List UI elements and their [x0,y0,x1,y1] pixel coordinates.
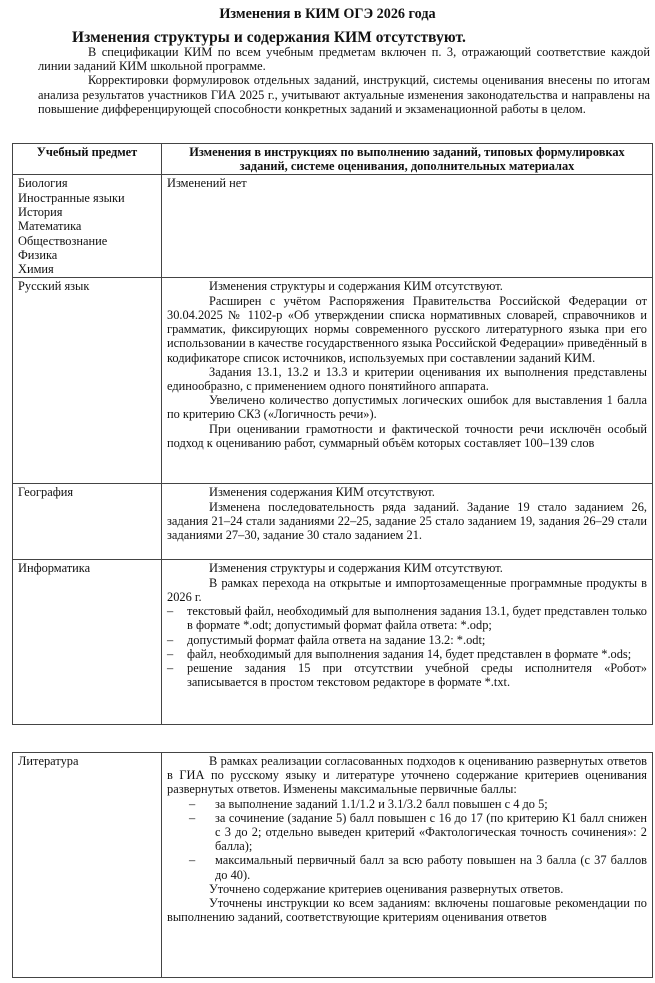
header-changes: Изменения в инструкциях по выполнению заданий, типовых формулировках заданий, системе оценивания, дополнительных материалах [162,144,653,175]
subject-name: История [18,205,63,219]
subject-cell [13,278,162,484]
list-item [167,647,647,661]
intro-paragraph: Корректировки формулировок отдельных заданий, инструкций, системы оценивания внесены по итогам анализа результатов участников ГИА 2025 г., учитывают актуальные изменения законодательства и направлены на повышение дифференцирующей способности конкретных заданий и экзаменационной работы в целом. [38,73,650,116]
changes-paragraph: Увеличено количество допустимых логических ошибок для выставления 1 балла по критерию СК3 («Логичность речи»). [167,393,647,422]
table-header-row [13,144,653,175]
document-subtitle: Изменения структуры и содержания КИМ отсутствуют. [72,29,466,46]
changes-table [12,143,653,725]
changes-cell [162,560,653,725]
list-item [167,811,647,854]
changes-cell [162,175,653,278]
changes-cell [162,484,653,560]
table-row [13,175,653,278]
changes-list [167,797,647,882]
dash-bullet-icon: – [189,853,196,868]
list-item [167,853,647,881]
changes-paragraph: Задания 13.1, 13.2 и 13.3 и критерии оценивания их выполнения представлены единообразно, с применением одного понятийного аппарата. [167,364,647,393]
changes-paragraph: Изменения содержания КИМ отсутствуют. [209,485,435,500]
subject-cell [13,753,162,978]
subject-cell [13,484,162,560]
list-item-text: за сочинение (задание 5) балл повышен с 16 до 17 (по критерию К1 балл снижен с 3 до 2; отдельно выведен критерий «Фактологическая точность сочинения»: 2 балла); [215,810,647,854]
changes-paragraph: Уточнены инструкции ко всем заданиям: включены пошаговые рекомендации по выполнению заданий, соответствующие критериям оценивания ответов [167,896,647,925]
changes-paragraph: Изменения структуры и содержания КИМ отсутствуют. [209,561,503,576]
changes-cell [162,278,653,484]
dash-bullet-icon: – [167,632,174,647]
changes-paragraph: Изменения структуры и содержания КИМ отсутствуют. [209,279,503,294]
list-item-text: допустимый формат файла ответа на задание 13.2: *.odt; [187,632,486,647]
list-item [167,604,647,632]
subject-name: Физика [18,247,58,262]
dash-bullet-icon: – [167,646,174,661]
subject-name: Русский язык [18,279,90,294]
subject-name: Биология [18,176,68,191]
changes-paragraph: Уточнено содержание критериев оценивания развернутых ответов. [209,881,564,896]
intro-section [38,45,650,116]
changes-paragraph: Изменена последовательность ряда заданий. Задание 19 стало заданием 26, задания 21–24 стали заданиями 22–25, задание 25 стало заданием 19, задания 26–29 стали заданиями 27–30, задание 30 стало заданием 21. [167,499,647,543]
list-item-text: за выполнение заданий 1.1/1.2 и 3.1/3.2 балл повышен с 4 до 5; [215,796,548,811]
changes-paragraph: При оценивании грамотности и фактической точности речи исключён особый подход к оцениванию работ, суммарный объём которых составляет 100–139 слов [167,421,647,450]
list-item-text: текстовый файл, необходимый для выполнения задания 13.1, будет представлен только в формате *.odt; допустимый формат файла ответа: *.odp; [187,604,647,633]
subject-name: Информатика [18,561,91,576]
changes-paragraph: В рамках перехода на открытые и импортозамещенные программные продукты в 2026 г. [167,575,647,604]
dash-bullet-icon: – [167,604,174,619]
dash-bullet-icon: – [189,796,196,811]
table-row [13,278,653,484]
changes-list [167,604,647,689]
intro-paragraph: В спецификации КИМ по всем учебным предметам включен п. 3, отражающий соответствие каждой линии заданий КИМ школьной программе. [38,45,650,74]
list-item [167,661,647,689]
changes-table-continued [12,752,653,978]
document-title: Изменения в КИМ ОГЭ 2026 года [219,6,436,22]
subject-name: Химия [18,262,54,277]
subject-name: Иностранные языки [18,190,125,205]
table-row [13,560,653,725]
dash-bullet-icon: – [189,810,196,825]
list-item [167,797,647,811]
list-item-text: файл, необходимый для выполнения задания 14, будет представлен в формате *.ods; [187,646,632,661]
changes-paragraph: В рамках реализации согласованных подходов к оцениванию развернутых ответов в ГИА по русскому языку и литературе уточнено содержание критериев оценивания развернутых ответов. Изменены максимальные первичные баллы: [167,754,647,797]
changes-paragraph: Расширен с учётом Распоряжения Правительства Российской Федерации от 30.04.2025 № 1102-р «Об утверждении списка нормативных словарей, справочников и грамматик, фиксирующих нормы современного русского литературного языка при его использовании в качестве государственного языка Российской Федерации» приведённый в кодификаторе список источников, используемых при составлении заданий КИМ. [167,293,647,365]
subject-name: География [18,485,74,500]
subject-name: Математика [18,219,82,234]
subject-name: Обществознание [18,233,108,248]
header-subject: Учебный предмет [13,144,162,175]
subject-cell [13,175,162,278]
subject-cell [13,560,162,725]
list-item [167,633,647,647]
list-item-text: максимальный первичный балл за всю работу повышен на 3 балла (с 37 баллов до 40). [215,853,647,882]
table-row [13,484,653,560]
subject-name: Литература [18,754,79,768]
changes-text: Изменений нет [167,176,247,191]
changes-cell [162,753,653,978]
dash-bullet-icon: – [167,660,174,675]
table-row [13,753,653,978]
list-item-text: решение задания 15 при отсутствии учебной среды исполнителя «Робот» записывается в простом текстовом редакторе в формате *.txt. [187,660,647,690]
